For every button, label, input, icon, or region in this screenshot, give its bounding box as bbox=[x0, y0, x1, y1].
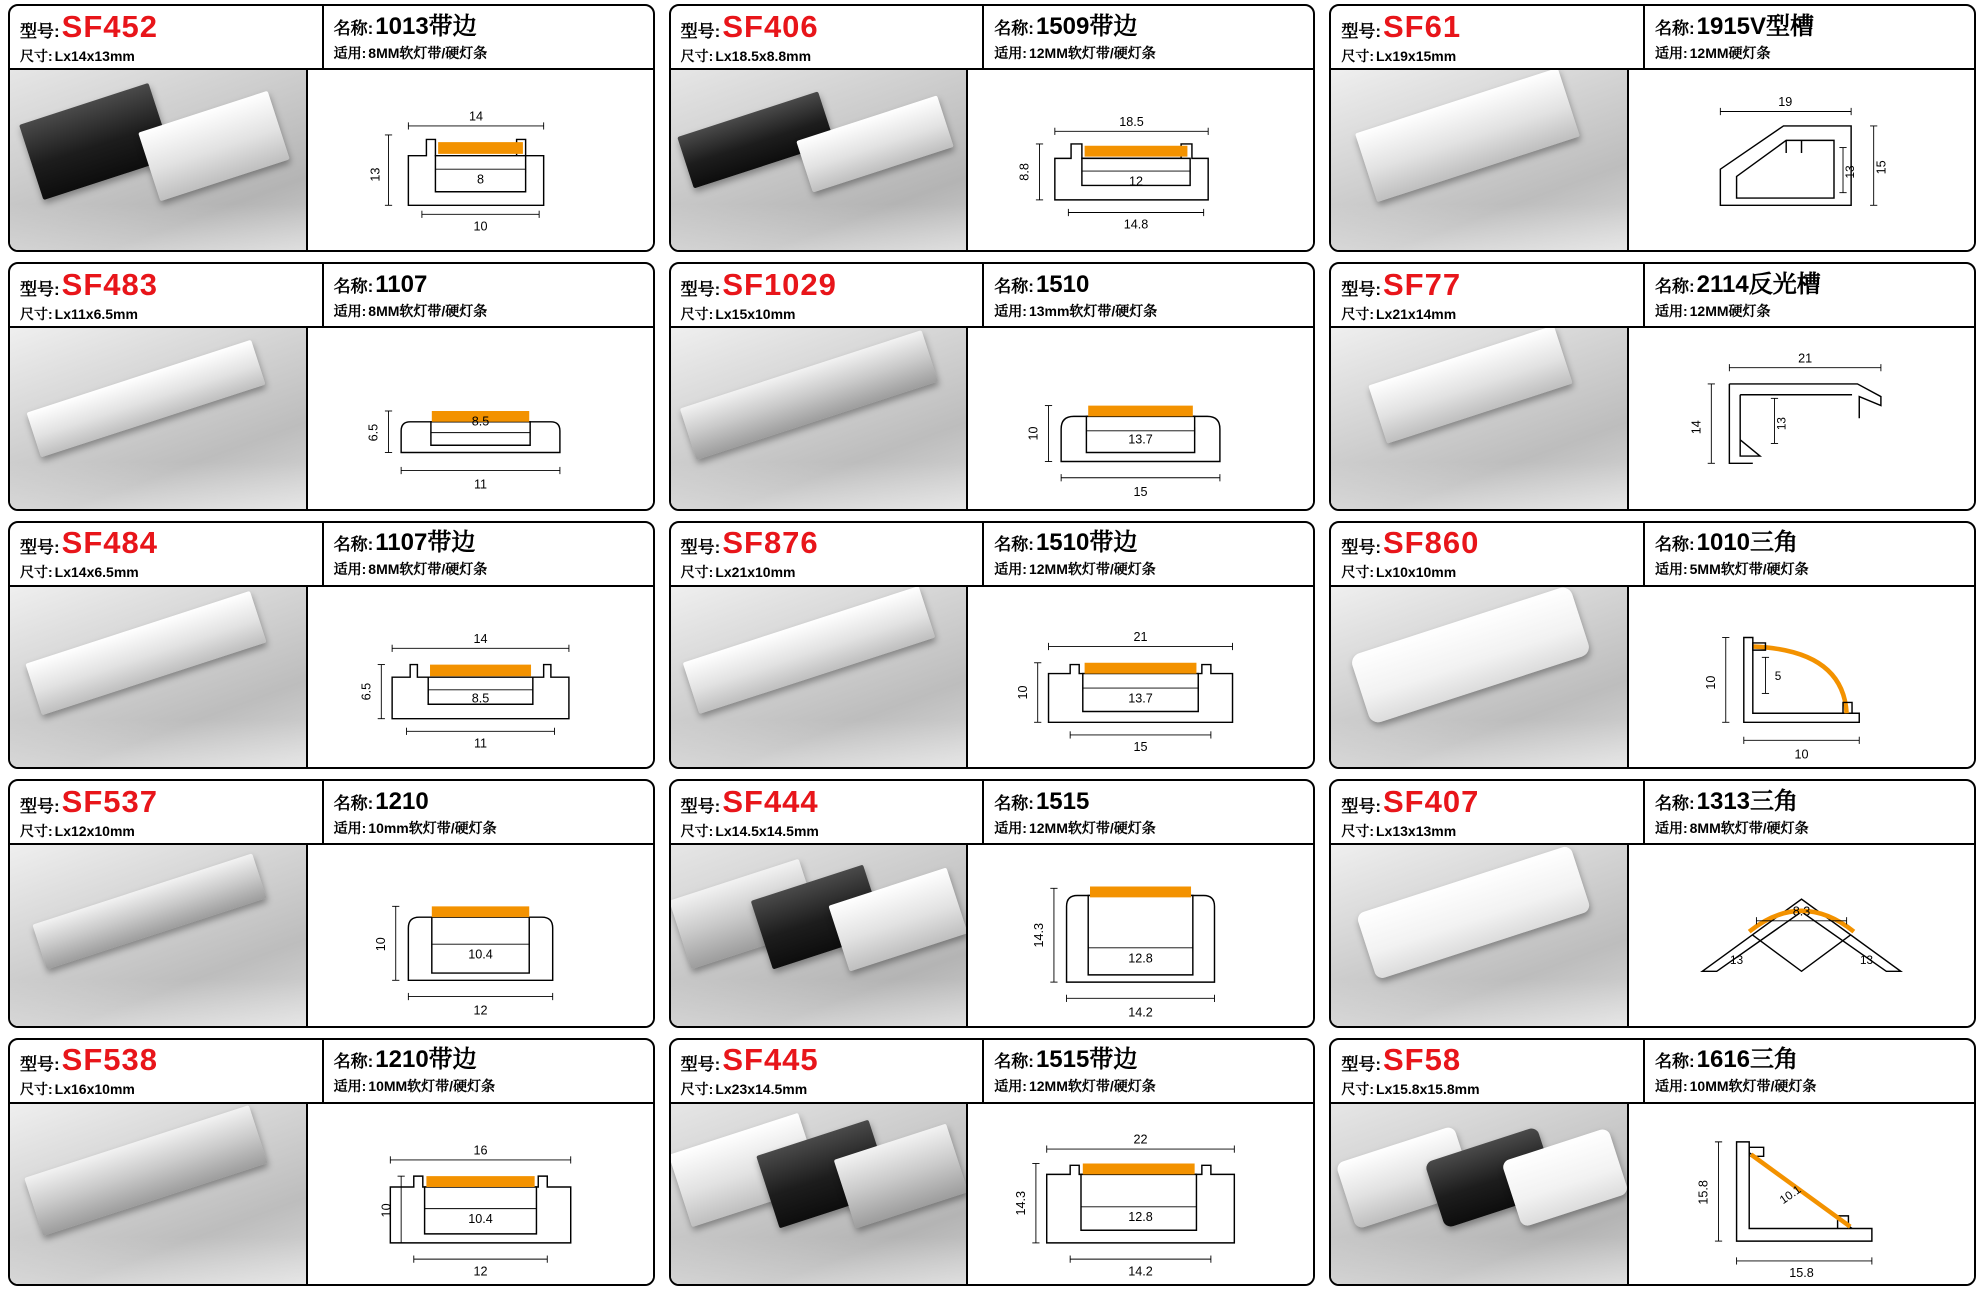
svg-text:14: 14 bbox=[468, 109, 483, 124]
name-label: 名称: bbox=[994, 793, 1034, 813]
card-body bbox=[10, 328, 653, 508]
model-value: SF406 bbox=[722, 8, 819, 44]
name-value: 1013带边 bbox=[375, 12, 477, 40]
card-body bbox=[671, 328, 1314, 508]
product-photo bbox=[671, 1104, 969, 1284]
name-label: 名称: bbox=[994, 535, 1034, 555]
apply-value: 12MM软灯带/硬灯条 bbox=[1028, 819, 1156, 836]
product-photo bbox=[671, 328, 969, 508]
name-label: 名称: bbox=[333, 1052, 374, 1072]
model-value: SF444 bbox=[722, 783, 819, 819]
card-body bbox=[1331, 328, 1974, 508]
card-header bbox=[671, 1040, 1314, 1104]
product-photo bbox=[10, 70, 308, 250]
card-header-right bbox=[1645, 1040, 1974, 1102]
size-value: Lx12x10mm bbox=[54, 822, 135, 839]
name-value: 1510 bbox=[1035, 270, 1090, 298]
product-photo bbox=[671, 587, 969, 767]
card-header bbox=[671, 781, 1314, 845]
card-header-left bbox=[10, 1040, 324, 1102]
svg-text:11: 11 bbox=[473, 477, 487, 492]
model-value: SF537 bbox=[61, 783, 159, 819]
apply-value: 10mm软灯带/硬灯条 bbox=[368, 819, 497, 836]
card-header bbox=[10, 264, 653, 328]
card-header-left bbox=[10, 6, 324, 68]
svg-text:15.8: 15.8 bbox=[1696, 1179, 1711, 1205]
apply-value: 8MM软灯带/硬灯条 bbox=[368, 302, 488, 319]
card-header-left bbox=[1331, 781, 1645, 843]
model-value: SF1029 bbox=[722, 266, 837, 302]
card-header bbox=[10, 1040, 653, 1104]
dimension-drawing bbox=[1629, 328, 1974, 508]
card-header-left bbox=[671, 1040, 985, 1102]
apply-label: 适用: bbox=[994, 302, 1027, 319]
dimension-drawing bbox=[968, 328, 1313, 508]
size-label: 尺寸: bbox=[680, 564, 714, 581]
svg-text:12: 12 bbox=[473, 1003, 488, 1018]
apply-value: 10MM软灯带/硬灯条 bbox=[1689, 1078, 1817, 1095]
size-label: 尺寸: bbox=[680, 47, 714, 64]
card-header-right bbox=[984, 6, 1313, 68]
card-header-right bbox=[324, 264, 653, 326]
model-label: 型号: bbox=[1341, 1055, 1381, 1075]
size-value: Lx21x14mm bbox=[1376, 305, 1457, 322]
svg-text:10: 10 bbox=[1016, 685, 1031, 700]
apply-label: 适用: bbox=[1654, 561, 1688, 578]
svg-text:11: 11 bbox=[473, 736, 487, 751]
size-label: 尺寸: bbox=[20, 1081, 53, 1098]
card-header bbox=[671, 6, 1314, 70]
name-value: 1210带边 bbox=[375, 1046, 477, 1074]
model-value: SF58 bbox=[1383, 1042, 1462, 1078]
dimension-drawing bbox=[1629, 587, 1974, 767]
product-card[interactable] bbox=[1329, 1038, 1976, 1286]
apply-value: 13mm软灯带/硬灯条 bbox=[1028, 302, 1158, 319]
model-label: 型号: bbox=[1341, 796, 1381, 816]
svg-text:14.3: 14.3 bbox=[1014, 1190, 1029, 1216]
apply-value: 12MM软灯带/硬灯条 bbox=[1028, 561, 1156, 578]
product-photo bbox=[10, 845, 308, 1025]
model-label: 型号: bbox=[1341, 21, 1381, 41]
svg-text:8.3: 8.3 bbox=[1792, 904, 1811, 919]
svg-text:8.5: 8.5 bbox=[471, 414, 489, 429]
size-value: Lx15.8x15.8mm bbox=[1376, 1081, 1480, 1098]
svg-text:13: 13 bbox=[1730, 954, 1744, 968]
name-value: 1107 bbox=[375, 270, 428, 298]
name-label: 名称: bbox=[333, 535, 374, 555]
name-label: 名称: bbox=[1654, 793, 1695, 813]
card-header bbox=[671, 523, 1314, 587]
product-grid bbox=[8, 4, 1976, 1286]
product-photo bbox=[10, 328, 308, 508]
name-value: 1515带边 bbox=[1035, 1046, 1138, 1074]
svg-text:22: 22 bbox=[1133, 1132, 1148, 1147]
model-label: 型号: bbox=[680, 538, 721, 558]
product-card[interactable] bbox=[1329, 4, 1976, 252]
dimension-drawing bbox=[968, 1104, 1313, 1284]
product-card[interactable] bbox=[8, 262, 655, 510]
card-header-right bbox=[324, 6, 653, 68]
apply-value: 12MM软灯带/硬灯条 bbox=[1028, 44, 1156, 61]
card-header-left bbox=[671, 264, 985, 326]
svg-text:12.8: 12.8 bbox=[1128, 951, 1154, 966]
size-label: 尺寸: bbox=[1341, 822, 1374, 839]
model-value: SF538 bbox=[61, 1042, 159, 1078]
name-value: 1515 bbox=[1035, 787, 1090, 815]
svg-text:10: 10 bbox=[373, 937, 388, 952]
card-header bbox=[671, 264, 1314, 328]
size-label: 尺寸: bbox=[1341, 305, 1374, 322]
apply-value: 8MM软灯带/硬灯条 bbox=[1689, 819, 1809, 836]
svg-text:21: 21 bbox=[1133, 629, 1148, 644]
product-photo bbox=[1331, 70, 1629, 250]
card-body bbox=[1331, 845, 1974, 1025]
name-label: 名称: bbox=[994, 276, 1034, 296]
card-header-left bbox=[1331, 264, 1645, 326]
apply-label: 适用: bbox=[994, 561, 1027, 578]
size-value: Lx13x13mm bbox=[1376, 822, 1457, 839]
card-header-left bbox=[1331, 1040, 1645, 1102]
card-header-left bbox=[671, 781, 985, 843]
svg-text:14: 14 bbox=[473, 631, 488, 646]
product-photo bbox=[671, 845, 969, 1025]
product-photo bbox=[671, 70, 969, 250]
name-value: 1107带边 bbox=[375, 529, 476, 557]
apply-label: 适用: bbox=[1654, 302, 1688, 319]
size-label: 尺寸: bbox=[680, 1081, 714, 1098]
product-card[interactable] bbox=[669, 262, 1316, 510]
card-body bbox=[1331, 1104, 1974, 1284]
size-label: 尺寸: bbox=[20, 47, 53, 64]
card-body bbox=[671, 587, 1314, 767]
size-value: Lx16x10mm bbox=[54, 1081, 135, 1098]
product-photo bbox=[1331, 328, 1629, 508]
apply-label: 适用: bbox=[994, 44, 1027, 61]
name-label: 名称: bbox=[994, 1052, 1034, 1072]
size-value: Lx21x10mm bbox=[715, 564, 796, 581]
apply-label: 适用: bbox=[333, 44, 367, 61]
model-value: SF484 bbox=[61, 525, 159, 561]
size-value: Lx10x10mm bbox=[1376, 564, 1457, 581]
name-label: 名称: bbox=[333, 276, 374, 296]
svg-text:14.2: 14.2 bbox=[1128, 1263, 1154, 1278]
apply-value: 8MM软灯带/硬灯条 bbox=[368, 561, 488, 578]
card-header bbox=[10, 523, 653, 587]
apply-value: 12MM硬灯条 bbox=[1689, 302, 1771, 319]
card-header bbox=[1331, 6, 1974, 70]
svg-text:12.8: 12.8 bbox=[1128, 1209, 1154, 1224]
apply-label: 适用: bbox=[994, 1078, 1027, 1095]
svg-text:10.4: 10.4 bbox=[467, 1211, 493, 1226]
card-header-left bbox=[1331, 6, 1645, 68]
svg-text:13.7: 13.7 bbox=[1128, 691, 1154, 706]
card-header bbox=[10, 6, 653, 70]
model-label: 型号: bbox=[1341, 279, 1381, 299]
size-value: Lx15x10mm bbox=[715, 305, 796, 322]
svg-text:16: 16 bbox=[473, 1143, 488, 1158]
name-label: 名称: bbox=[1654, 1052, 1695, 1072]
svg-text:10: 10 bbox=[473, 219, 488, 234]
size-label: 尺寸: bbox=[680, 822, 714, 839]
apply-label: 适用: bbox=[333, 1078, 367, 1095]
svg-text:10.4: 10.4 bbox=[467, 947, 493, 962]
name-value: 2114反光槽 bbox=[1696, 270, 1821, 298]
card-header-left bbox=[10, 781, 324, 843]
card-header-left bbox=[10, 523, 324, 585]
card-header bbox=[1331, 264, 1974, 328]
card-header-left bbox=[1331, 523, 1645, 585]
svg-text:13.7: 13.7 bbox=[1128, 432, 1154, 447]
apply-value: 8MM软灯带/硬灯条 bbox=[368, 44, 488, 61]
card-body bbox=[671, 1104, 1314, 1284]
model-value: SF61 bbox=[1383, 8, 1462, 44]
svg-text:5: 5 bbox=[1774, 669, 1782, 683]
svg-text:6.5: 6.5 bbox=[359, 682, 374, 701]
size-label: 尺寸: bbox=[20, 564, 53, 581]
apply-label: 适用: bbox=[333, 561, 367, 578]
svg-text:6.5: 6.5 bbox=[366, 424, 381, 442]
name-label: 名称: bbox=[1654, 18, 1695, 38]
name-value: 1616三角 bbox=[1696, 1046, 1799, 1074]
svg-text:12: 12 bbox=[473, 1263, 488, 1278]
svg-text:13: 13 bbox=[1859, 954, 1873, 968]
card-header-right bbox=[984, 264, 1313, 326]
model-label: 型号: bbox=[680, 796, 721, 816]
model-label: 型号: bbox=[680, 1055, 721, 1075]
product-card[interactable] bbox=[8, 4, 655, 252]
product-photo bbox=[1331, 845, 1629, 1025]
model-value: SF445 bbox=[722, 1042, 819, 1078]
size-value: Lx18.5x8.8mm bbox=[715, 47, 812, 64]
dimension-drawing bbox=[1629, 845, 1974, 1025]
apply-label: 适用: bbox=[1654, 1078, 1688, 1095]
product-card[interactable] bbox=[1329, 779, 1976, 1027]
apply-value: 10MM软灯带/硬灯条 bbox=[368, 1078, 496, 1095]
dimension-drawing bbox=[1629, 70, 1974, 250]
dimension-drawing bbox=[308, 70, 653, 250]
card-body bbox=[10, 845, 653, 1025]
size-label: 尺寸: bbox=[20, 305, 53, 322]
name-label: 名称: bbox=[1654, 276, 1695, 296]
svg-text:10: 10 bbox=[1794, 747, 1809, 762]
model-label: 型号: bbox=[20, 279, 60, 299]
card-header-right bbox=[324, 523, 653, 585]
svg-text:13: 13 bbox=[1843, 165, 1857, 179]
svg-text:15: 15 bbox=[1133, 485, 1148, 500]
name-value: 1509带边 bbox=[1035, 12, 1138, 40]
model-value: SF860 bbox=[1383, 525, 1480, 561]
apply-label: 适用: bbox=[994, 819, 1027, 836]
name-label: 名称: bbox=[994, 18, 1034, 38]
svg-text:12: 12 bbox=[1129, 174, 1144, 189]
dimension-drawing bbox=[308, 328, 653, 508]
card-header-right bbox=[984, 523, 1313, 585]
size-value: Lx14.5x14.5mm bbox=[715, 822, 819, 839]
name-value: 1313三角 bbox=[1696, 787, 1799, 815]
size-label: 尺寸: bbox=[1341, 564, 1374, 581]
model-label: 型号: bbox=[1341, 538, 1381, 558]
name-value: 1210 bbox=[375, 787, 429, 815]
product-card[interactable] bbox=[8, 779, 655, 1027]
size-label: 尺寸: bbox=[1341, 1081, 1374, 1098]
name-value: 1010三角 bbox=[1696, 529, 1799, 557]
card-header-right bbox=[1645, 781, 1974, 843]
dimension-drawing bbox=[308, 587, 653, 767]
apply-label: 适用: bbox=[333, 302, 367, 319]
size-label: 尺寸: bbox=[680, 305, 714, 322]
svg-text:10: 10 bbox=[1026, 426, 1041, 441]
model-label: 型号: bbox=[20, 796, 60, 816]
card-header-right bbox=[324, 781, 653, 843]
svg-text:14: 14 bbox=[1689, 420, 1704, 435]
card-header-right bbox=[324, 1040, 653, 1102]
svg-text:14.2: 14.2 bbox=[1128, 1005, 1154, 1020]
model-value: SF876 bbox=[722, 525, 819, 561]
svg-text:13: 13 bbox=[1775, 417, 1789, 431]
card-header bbox=[10, 781, 653, 845]
apply-label: 适用: bbox=[1654, 819, 1688, 836]
size-value: Lx14x13mm bbox=[54, 47, 135, 64]
model-label: 型号: bbox=[20, 21, 60, 41]
size-value: Lx23x14.5mm bbox=[715, 1081, 808, 1098]
dimension-drawing bbox=[308, 845, 653, 1025]
card-header-right bbox=[1645, 6, 1974, 68]
svg-text:14.8: 14.8 bbox=[1124, 217, 1149, 232]
apply-label: 适用: bbox=[333, 819, 367, 836]
model-label: 型号: bbox=[680, 21, 721, 41]
product-card[interactable] bbox=[669, 4, 1316, 252]
svg-text:18.5: 18.5 bbox=[1119, 114, 1145, 129]
svg-text:15.8: 15.8 bbox=[1789, 1265, 1814, 1280]
model-value: SF77 bbox=[1383, 266, 1462, 302]
size-value: Lx11x6.5mm bbox=[54, 305, 138, 322]
svg-text:8.5: 8.5 bbox=[471, 691, 489, 706]
product-card[interactable] bbox=[8, 521, 655, 769]
card-header-left bbox=[671, 6, 985, 68]
card-body bbox=[671, 70, 1314, 250]
apply-value: 12MM软灯带/硬灯条 bbox=[1028, 1078, 1156, 1095]
name-value: 1915V型槽 bbox=[1696, 12, 1815, 40]
product-card[interactable] bbox=[8, 1038, 655, 1286]
dimension-drawing bbox=[968, 587, 1313, 767]
svg-text:15: 15 bbox=[1874, 160, 1889, 175]
product-photo bbox=[10, 587, 308, 767]
size-label: 尺寸: bbox=[1341, 47, 1374, 64]
product-photo bbox=[1331, 1104, 1629, 1284]
name-label: 名称: bbox=[1654, 535, 1695, 555]
svg-text:15: 15 bbox=[1133, 739, 1148, 754]
card-header bbox=[1331, 523, 1974, 587]
dimension-drawing bbox=[1629, 1104, 1974, 1284]
svg-text:10: 10 bbox=[1703, 675, 1718, 690]
name-label: 名称: bbox=[333, 793, 374, 813]
svg-text:19: 19 bbox=[1778, 95, 1793, 110]
name-label: 名称: bbox=[333, 18, 374, 38]
card-header-left bbox=[671, 523, 985, 585]
size-label: 尺寸: bbox=[20, 822, 53, 839]
product-card[interactable] bbox=[669, 779, 1316, 1027]
product-card[interactable] bbox=[1329, 521, 1976, 769]
model-value: SF452 bbox=[61, 8, 159, 44]
apply-label: 适用: bbox=[1654, 44, 1688, 61]
svg-text:14.3: 14.3 bbox=[1032, 923, 1047, 948]
card-header bbox=[1331, 781, 1974, 845]
svg-text:10.1: 10.1 bbox=[1777, 1182, 1804, 1207]
card-header-right bbox=[1645, 523, 1974, 585]
card-header bbox=[1331, 1040, 1974, 1104]
product-card[interactable] bbox=[669, 1038, 1316, 1286]
card-body bbox=[1331, 70, 1974, 250]
size-value: Lx14x6.5mm bbox=[54, 564, 139, 581]
model-value: SF483 bbox=[61, 266, 159, 302]
card-body bbox=[10, 70, 653, 250]
product-card[interactable] bbox=[669, 521, 1316, 769]
product-card[interactable] bbox=[1329, 262, 1976, 510]
svg-text:8: 8 bbox=[476, 172, 484, 187]
card-body bbox=[671, 845, 1314, 1025]
svg-text:10: 10 bbox=[378, 1203, 393, 1218]
card-header-left bbox=[10, 264, 324, 326]
model-label: 型号: bbox=[20, 538, 60, 558]
dimension-drawing bbox=[968, 845, 1313, 1025]
dimension-drawing bbox=[968, 70, 1313, 250]
svg-text:8.8: 8.8 bbox=[1017, 163, 1032, 181]
model-value: SF407 bbox=[1383, 783, 1480, 819]
model-label: 型号: bbox=[680, 279, 721, 299]
card-body bbox=[10, 587, 653, 767]
card-header-right bbox=[984, 781, 1313, 843]
card-header-right bbox=[1645, 264, 1974, 326]
model-label: 型号: bbox=[20, 1055, 60, 1075]
card-body bbox=[1331, 587, 1974, 767]
product-photo bbox=[1331, 587, 1629, 767]
apply-value: 5MM软灯带/硬灯条 bbox=[1689, 561, 1809, 578]
dimension-drawing bbox=[308, 1104, 653, 1284]
apply-value: 12MM硬灯条 bbox=[1689, 44, 1771, 61]
product-photo bbox=[10, 1104, 308, 1284]
name-value: 1510带边 bbox=[1035, 529, 1138, 557]
card-header-right bbox=[984, 1040, 1313, 1102]
svg-text:13: 13 bbox=[368, 167, 383, 182]
svg-text:21: 21 bbox=[1798, 351, 1813, 366]
card-body bbox=[10, 1104, 653, 1284]
size-value: Lx19x15mm bbox=[1376, 47, 1457, 64]
